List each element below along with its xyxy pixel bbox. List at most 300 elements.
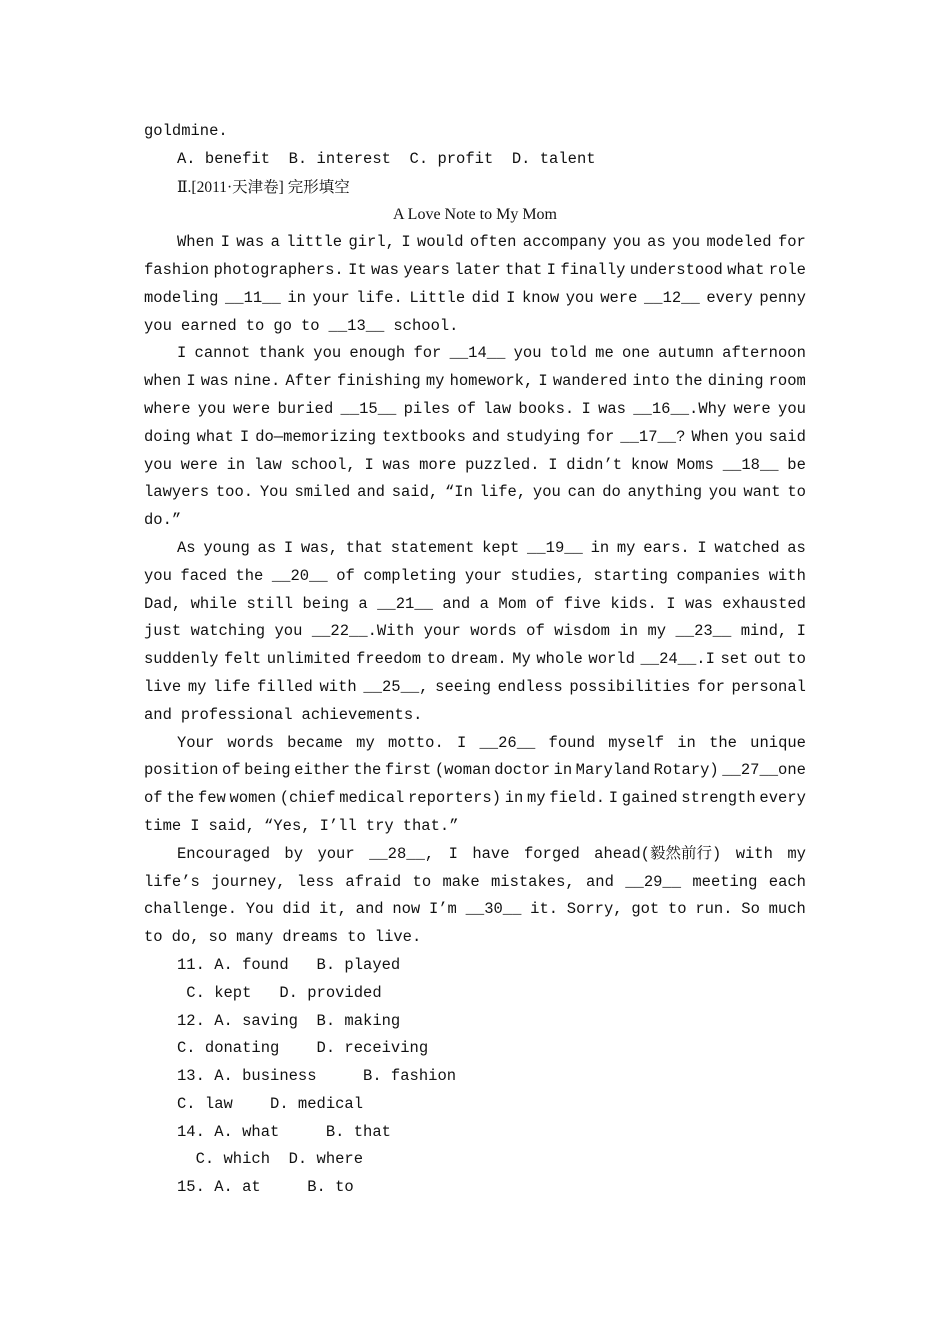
- passage-body: [144, 229, 806, 952]
- passage-word: doing: [144, 427, 191, 446]
- passage-word: doctor: [494, 761, 551, 780]
- passage-word: whole: [536, 650, 583, 669]
- passage-word: the: [674, 372, 703, 391]
- passage-word: I: [448, 844, 458, 863]
- passage-line: [144, 924, 806, 952]
- passage-word: seeing: [435, 677, 491, 696]
- passage-word: personal: [731, 677, 806, 696]
- passage-word: and: [144, 705, 172, 724]
- passage-word: a: [270, 233, 280, 252]
- passage-word: few: [197, 789, 226, 808]
- passage-word: role: [768, 260, 806, 279]
- passage-word: When: [177, 233, 215, 252]
- passage-word: You: [259, 483, 288, 502]
- passage-line: [144, 313, 806, 341]
- passage-line: [144, 452, 806, 480]
- passage-word: my: [425, 372, 445, 391]
- passage-word: my: [647, 622, 667, 641]
- passage-word: less: [296, 872, 335, 891]
- passage-word: the: [166, 789, 195, 808]
- passage-word: you: [197, 399, 226, 418]
- passage-word: have: [472, 844, 510, 863]
- passage-word: can: [567, 483, 596, 502]
- passage-word: of: [336, 566, 355, 585]
- passage-word: thank: [258, 344, 306, 363]
- passage-word: I: [177, 344, 187, 363]
- passage-word: anything: [627, 483, 702, 502]
- passage-word: each: [768, 872, 806, 891]
- blank-word: __21__: [377, 594, 433, 613]
- passage-line: [144, 285, 806, 313]
- passage-word: as: [257, 538, 277, 557]
- blank-word: __15__: [340, 399, 397, 418]
- passage-line: [144, 896, 806, 924]
- passage-word: Sorry,: [566, 900, 623, 919]
- passage-word: was: [371, 260, 399, 279]
- passage-word: mind,: [740, 622, 788, 641]
- passage-word: So: [741, 900, 760, 919]
- passage-word: exhausted: [722, 594, 806, 613]
- passage-word: live.: [374, 928, 422, 947]
- passage-word: me: [595, 344, 614, 363]
- passage-word: life: [213, 677, 251, 696]
- passage-word: I: [581, 399, 591, 418]
- passage-word: in: [590, 538, 610, 557]
- passage-line: [144, 618, 806, 646]
- passage-word: would: [417, 233, 464, 252]
- passage-word: your: [317, 844, 355, 863]
- passage-word: often: [469, 233, 517, 252]
- passage-word: to: [667, 900, 687, 919]
- passage-word: and: [471, 427, 500, 446]
- passage-word: As: [177, 538, 196, 557]
- passage-line: [144, 424, 806, 452]
- passage-word: forged: [523, 844, 580, 863]
- passage-word: more: [419, 455, 457, 474]
- passage-word: Your: [177, 733, 215, 752]
- passage-word: I: [608, 789, 619, 808]
- option-line: C. kept D. provided: [177, 983, 382, 1002]
- passage-word: my: [356, 733, 375, 752]
- passage-word: freedom: [356, 650, 422, 669]
- passage-line: [144, 702, 806, 730]
- passage-word: know: [521, 288, 560, 307]
- passage-word: I: [506, 288, 516, 307]
- passage-word: in: [226, 455, 246, 474]
- passage-word: I: [283, 538, 294, 557]
- passage-word: books.: [518, 399, 575, 418]
- passage-line: [144, 229, 806, 257]
- passage-word: set: [720, 650, 749, 669]
- passage-word: you: [144, 455, 172, 474]
- previous-question-end: goldmine.: [144, 122, 228, 140]
- passage-word: do: [602, 483, 621, 502]
- passage-title: A Love Note to My Mom: [393, 206, 557, 224]
- passage-word: as: [647, 233, 666, 252]
- passage-word: school,: [290, 455, 356, 474]
- passage-word: much: [768, 900, 806, 919]
- passage-line: [144, 479, 806, 507]
- passage-word: starting: [593, 566, 668, 585]
- passage-word: told: [549, 344, 587, 363]
- answer-options: [144, 952, 806, 1202]
- previous-question-options: A. benefit B. interest C. profit D. talent: [177, 149, 596, 168]
- passage-word: and: [586, 872, 614, 891]
- passage-word: filled: [257, 677, 313, 696]
- passage-word: said: [768, 427, 806, 446]
- blank-word: __14__: [449, 344, 506, 363]
- passage-word: when: [144, 372, 182, 391]
- passage-line: [144, 340, 806, 368]
- passage-word: position: [144, 761, 219, 780]
- passage-word: gained: [621, 789, 678, 808]
- passage-line: [144, 646, 806, 674]
- passage-word: your: [423, 622, 461, 641]
- passage-word: dream.: [450, 650, 507, 669]
- blank-word: __28__,: [369, 844, 435, 863]
- passage-word: you: [513, 344, 542, 363]
- passage-word: be: [787, 455, 806, 474]
- passage-word: your: [312, 288, 350, 307]
- passage-word: journey,: [211, 872, 286, 891]
- passage-word: watching: [190, 622, 266, 641]
- passage-word: want: [743, 483, 781, 502]
- passage-word: did: [471, 288, 500, 307]
- passage-word: do,: [171, 928, 200, 947]
- passage-line: [144, 841, 806, 869]
- passage-word: I: [538, 372, 548, 391]
- passage-word: I: [186, 372, 196, 391]
- passage-word: dining: [707, 372, 764, 391]
- passage-word: were: [180, 455, 218, 474]
- passage-word: did: [282, 900, 311, 919]
- passage-word: do.”: [144, 511, 182, 530]
- passage-word: “In: [444, 483, 473, 502]
- passage-word: for: [777, 233, 806, 252]
- passage-word: for: [586, 427, 615, 446]
- passage-word: myself: [608, 733, 665, 752]
- passage-word: time: [144, 816, 182, 835]
- passage-word: you: [532, 483, 561, 502]
- option-line: 12. A. saving B. making: [177, 1011, 401, 1030]
- passage-word: faced: [180, 566, 227, 585]
- passage-word: I: [364, 455, 374, 474]
- passage-word: I: [190, 816, 200, 835]
- blank-word: __12__: [643, 288, 700, 307]
- passage-word: fashion: [144, 260, 210, 279]
- passage-word: young: [203, 538, 250, 557]
- passage-word: enough: [349, 344, 406, 363]
- passage-word: and: [357, 483, 385, 502]
- passage-word: After: [285, 372, 332, 391]
- passage-word: I: [456, 733, 467, 752]
- passage-word: by: [284, 844, 304, 863]
- passage-word: into: [632, 372, 670, 391]
- passage-word: to: [412, 872, 432, 891]
- passage-word: studying: [505, 427, 581, 446]
- passage-word: Dad,: [144, 594, 182, 613]
- passage-word: finishing: [337, 372, 421, 391]
- passage-word: companies: [676, 566, 761, 585]
- passage-word: said,: [391, 483, 439, 502]
- passage-word: were: [600, 288, 638, 307]
- passage-word: as: [787, 538, 806, 557]
- passage-word: it.: [530, 900, 559, 919]
- passage-word: now: [392, 900, 421, 919]
- passage-word: autumn: [658, 344, 714, 363]
- passage-word: with: [735, 844, 773, 863]
- passage-word: (chief: [279, 789, 336, 808]
- passage-word: of: [535, 594, 555, 613]
- passage-word: strength: [681, 789, 756, 808]
- passage-word: Maryland: [575, 761, 651, 780]
- passage-word: kids.: [610, 594, 657, 613]
- blank-word: __20__: [271, 566, 328, 585]
- option-line: 11. A. found B. played: [177, 955, 401, 974]
- passage-word: meeting: [692, 872, 758, 891]
- passage-word: penny: [759, 288, 806, 307]
- passage-word: piles: [403, 399, 451, 418]
- passage-word: was: [382, 455, 411, 474]
- passage-word: words: [470, 622, 517, 641]
- passage-word: was,: [300, 538, 339, 557]
- passage-word: of: [526, 622, 545, 641]
- passage-word: just: [144, 622, 182, 641]
- passage-word: Moms: [676, 455, 714, 474]
- passage-word: of: [457, 399, 476, 418]
- passage-line: [144, 591, 806, 619]
- passage-word: I: [666, 594, 676, 613]
- passage-word: I: [548, 455, 558, 474]
- passage-word: that: [505, 260, 543, 279]
- blank-word: __23__: [675, 622, 732, 641]
- passage-word: nine.: [233, 372, 281, 391]
- passage-word: was: [684, 594, 713, 613]
- passage-word: Rotary): [653, 761, 719, 780]
- passage-word: the: [235, 566, 264, 585]
- passage-word: that: [345, 538, 383, 557]
- passage-word: studies,: [510, 566, 586, 585]
- passage-line: [144, 563, 806, 591]
- passage-line: [144, 813, 806, 841]
- passage-word: to: [787, 483, 806, 502]
- passage-word: a: [479, 594, 489, 613]
- passage-line: [144, 757, 806, 785]
- passage-word: you: [274, 622, 303, 641]
- passage-word: lawyers: [144, 483, 210, 502]
- passage-word: Mom: [498, 594, 527, 613]
- passage-word: you: [612, 233, 641, 252]
- passage-word: your: [464, 566, 503, 585]
- passage-word: endless: [497, 677, 563, 696]
- passage-word: was: [598, 399, 626, 418]
- passage-word: Little: [409, 288, 466, 307]
- passage-word: women: [229, 789, 276, 808]
- option-line: 13. A. business B. fashion: [177, 1067, 457, 1086]
- blank-word: __16__.Why: [633, 399, 727, 418]
- passage-line: [144, 785, 806, 813]
- passage-word: with: [768, 566, 806, 585]
- passage-word: you: [734, 427, 763, 446]
- passage-word: you: [144, 566, 172, 585]
- blank-word: __13__: [328, 316, 385, 335]
- passage-word: challenge.: [144, 900, 238, 919]
- passage-word: smiled: [294, 483, 351, 502]
- passage-word: kept: [482, 538, 520, 557]
- passage-word: do—memorizing: [255, 427, 377, 446]
- option-line: 15. A. at B. to: [177, 1178, 354, 1197]
- passage-word: cannot: [194, 344, 251, 363]
- passage-word: wisdom: [554, 622, 610, 641]
- passage-word: while: [190, 594, 238, 613]
- passage-word: my: [616, 538, 636, 557]
- passage-word: you: [672, 233, 701, 252]
- passage-word: mistakes,: [490, 872, 575, 891]
- passage-word: in: [553, 761, 573, 780]
- blank-word: __29__: [625, 872, 682, 891]
- passage-word: ears.: [643, 538, 690, 557]
- passage-word: found: [548, 733, 596, 752]
- passage-word: of: [221, 761, 241, 780]
- passage-word: that.”: [402, 816, 459, 835]
- passage-word: to: [426, 650, 446, 669]
- passage-word: When: [691, 427, 729, 446]
- passage-word: textbooks: [382, 427, 466, 446]
- blank-word: __25__,: [363, 677, 429, 696]
- passage-word: homework,: [449, 372, 534, 391]
- passage-word: became: [287, 733, 343, 752]
- passage-word: unlimited: [266, 650, 351, 669]
- option-line: C. law D. medical: [177, 1094, 364, 1113]
- passage-word: in: [504, 789, 524, 808]
- passage-word: medical: [339, 789, 405, 808]
- passage-word: one: [622, 344, 650, 363]
- passage-word: you: [565, 288, 594, 307]
- section-heading: Ⅱ.[2011·天津卷] 完形填空: [177, 178, 350, 196]
- blank-word: __19__: [527, 538, 583, 557]
- passage-word: didn’t: [566, 455, 623, 474]
- blank-word: __30__: [465, 900, 522, 919]
- passage-word: you: [144, 316, 172, 335]
- passage-word: you: [708, 483, 737, 502]
- passage-word: You: [245, 900, 274, 919]
- passage-word: the: [709, 733, 737, 752]
- passage-word: you: [313, 344, 342, 363]
- passage-word: little: [286, 233, 343, 252]
- passage-word: out: [753, 650, 782, 669]
- passage-word: for: [696, 677, 725, 696]
- passage-line: [144, 869, 806, 897]
- passage-word: I: [239, 427, 250, 446]
- passage-word: being: [302, 594, 349, 613]
- blank-word: __18__: [722, 455, 779, 474]
- passage-word: the: [353, 761, 382, 780]
- option-line: C. which D. where: [177, 1150, 364, 1169]
- passage-word: five: [563, 594, 601, 613]
- passage-word: law: [253, 455, 282, 474]
- passage-word: got: [631, 900, 660, 919]
- passage-word: afraid: [345, 872, 402, 891]
- passage-line: [144, 507, 806, 535]
- passage-line: [144, 257, 806, 285]
- passage-word: where: [144, 399, 191, 418]
- option-line: 14. A. what B. that: [177, 1122, 391, 1141]
- passage-word: Encouraged: [177, 844, 271, 863]
- passage-word: girl,: [348, 233, 395, 252]
- passage-word: felt: [223, 650, 262, 669]
- passage-word: I: [401, 233, 411, 252]
- passage-word: so: [208, 928, 228, 947]
- passage-word: wandered: [552, 372, 628, 391]
- passage-word: law: [483, 399, 512, 418]
- passage-word: my: [527, 789, 546, 808]
- passage-word: motto.: [387, 733, 444, 752]
- passage-word: you: [778, 399, 806, 418]
- passage-word: world: [588, 650, 635, 669]
- passage-word: buried: [277, 399, 334, 418]
- passage-word: with: [319, 677, 357, 696]
- passage-word: (woman: [434, 761, 491, 780]
- passage-word: afternoon: [722, 344, 806, 363]
- passage-word: I’m: [428, 900, 457, 919]
- passage-word: my: [787, 844, 806, 863]
- passage-word: in: [677, 733, 696, 752]
- passage-word: to: [787, 650, 806, 669]
- blank-word: __17__?: [620, 427, 686, 446]
- passage-word: of: [144, 789, 163, 808]
- passage-line: [144, 368, 806, 396]
- passage-word: were: [232, 399, 271, 418]
- passage-word: earned: [180, 316, 237, 335]
- passage-word: field.: [549, 789, 606, 808]
- passage-word: were: [733, 399, 771, 418]
- passage-word: modeled: [706, 233, 772, 252]
- blank-word: __24__.I: [640, 650, 715, 669]
- passage-word: statement: [390, 538, 475, 557]
- passage-word: I: [220, 233, 230, 252]
- passage-word: every: [706, 288, 753, 307]
- passage-word: photographers.: [213, 260, 344, 279]
- passage-word: I: [697, 538, 707, 557]
- passage-word: understood: [629, 260, 723, 279]
- passage-word: being: [244, 761, 291, 780]
- passage-word: run.: [695, 900, 733, 919]
- passage-word: school.: [393, 316, 459, 335]
- passage-word: My: [512, 650, 531, 669]
- passage-word: and: [442, 594, 471, 613]
- blank-word: __27__one: [722, 761, 806, 780]
- passage-word: make: [442, 872, 480, 891]
- passage-word: accompany: [522, 233, 607, 252]
- passage-word: achievements.: [301, 705, 423, 724]
- passage-word: finally: [560, 260, 626, 279]
- blank-word: __11__: [224, 288, 281, 307]
- passage-word: try: [365, 816, 394, 835]
- passage-word: what: [196, 427, 234, 446]
- passage-word: reporters): [408, 789, 502, 808]
- passage-word: said,: [208, 816, 256, 835]
- passage-word: for: [413, 344, 442, 363]
- passage-line: [144, 535, 806, 563]
- passage-word: life,: [479, 483, 527, 502]
- passage-word: suddenly: [144, 650, 219, 669]
- passage-word: in: [287, 288, 306, 307]
- passage-word: too.: [215, 483, 254, 502]
- passage-word: to: [245, 316, 265, 335]
- passage-word: in: [619, 622, 639, 641]
- blank-word: __26__: [479, 733, 536, 752]
- passage-word: know: [630, 455, 669, 474]
